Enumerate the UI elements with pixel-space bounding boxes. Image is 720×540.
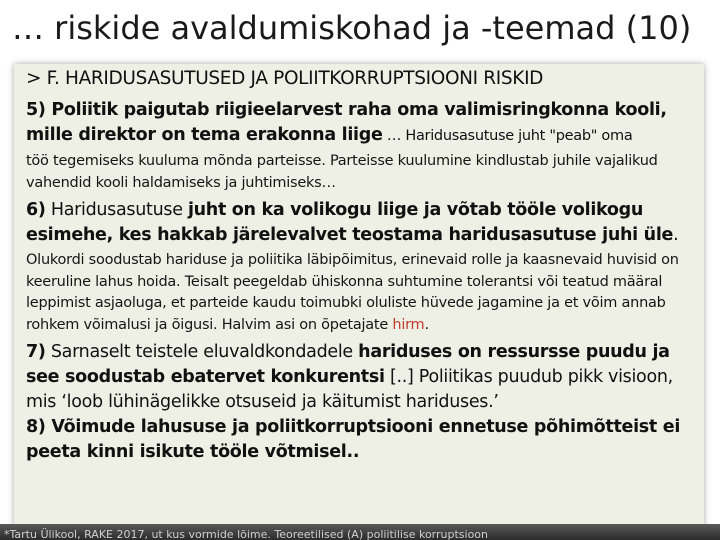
content-panel xyxy=(14,64,704,530)
item-6-text-bold: juht on ka volikogu liige ja võtab tööle volikogu esimehe, kes hakkab järelevalvet teostama haridusasutuse juhi üle xyxy=(26,200,674,245)
item-5-text: Poliitik paigutab riigieelarvest raha oma valimisringkonna kooli, mille direktor on tema erakonna liige xyxy=(26,100,667,145)
item-5 xyxy=(26,98,694,149)
item-6-text-start: Haridusasutuse xyxy=(45,200,188,220)
slide-title: … riskide avaldumiskohad ja -teemad (10) xyxy=(12,9,692,47)
item-7 xyxy=(26,340,694,415)
item-6-text-end: . xyxy=(673,225,679,245)
content-body xyxy=(14,66,704,465)
item-6 xyxy=(26,198,694,248)
item-6-number: 6) xyxy=(26,200,46,220)
item-7-text-start: Sarnaselt teistele eluvaldkondadele xyxy=(45,342,359,362)
section-heading: > F. HARIDUSASUTUSED JA POLIITKORRUPTSIOONI RISKID xyxy=(26,68,544,89)
item-7-number: 7) xyxy=(26,342,46,362)
item-7-text-bold: hariduses on ressursse puudu ja see soodustab ebatervet konkurentsi xyxy=(26,342,670,387)
item-5-inline-note: … Haridusasutuse juht "peab" oma xyxy=(382,128,633,144)
footnote: *Tartu Ülikool, RAKE 2017, ut kus vormide lõime. Teoreetilised (A) poliitilise korruptsioon xyxy=(4,528,489,540)
item-5-note: töö tegemiseks kuuluma mõnda parteisse. Parteisse kuulumine kindlustab juhile vajalikud vahendid kooli haldamiseks ja juhtimiseks… xyxy=(26,153,658,191)
item-6-note xyxy=(26,250,694,336)
item-6-note-end: . xyxy=(424,316,429,333)
item-7-text-end: [..] Poliitikas puudub pikk visioon, mis ‘loob lühinägelikke otsuseid ja käitumist hariduses.’ xyxy=(26,367,673,412)
item-6-note-text: Olukordi soodustab hariduse ja poliitika läbipõimitus, erinevaid rolle ja kaasnevaid huvisid on keeruline lahus hoida. Teisalt peegeldab ühiskonna suhtumine tolerantsi või teatud määral leppimist asjaoluga, et parteide kaudu toimubki oluliste hüvede jagamine ja et võim annab rohkem võimalusi ja õigusi. Halvim asi on õpetajate xyxy=(26,252,679,333)
item-5-number: 5) xyxy=(26,100,46,120)
item-8: 8) Võimude lahususe ja poliitkorruptsiooni ennetuse põhimõtteist ei peeta kinni isikute tööle võtmisel.. xyxy=(26,417,681,462)
item-6-note-accent: hirm xyxy=(392,316,425,333)
